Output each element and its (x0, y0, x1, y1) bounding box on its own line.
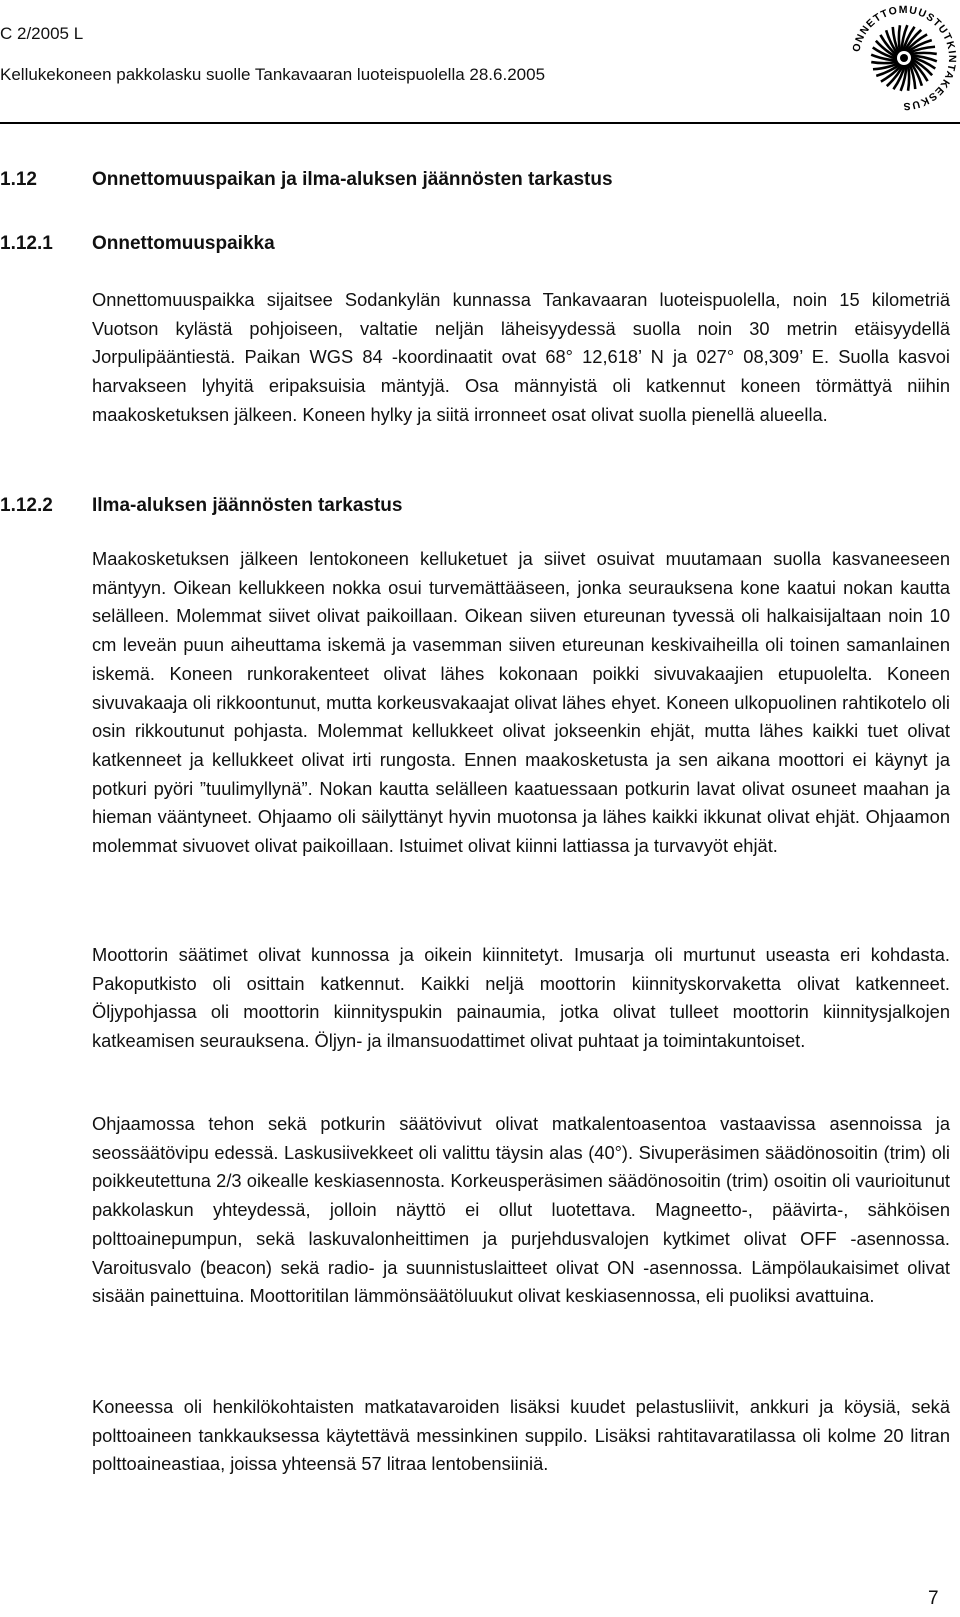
section-number: 1.12 (0, 169, 37, 190)
paragraph-wreckage: Maakosketuksen jälkeen lentokoneen kelluketuet ja siivet osuivat muutamaan suolla kasvaneeseen mäntyyn. Oikean kellukkeen nokka osui turvemättääseen, jonka seurauksena kone kaatui nokan kautta selälleen. Molemmat siivet olivat paikoillaan. Oikean siiven etureunan tyvessä oli halkaisijaltaan noin 10 cm leveän puun aiheuttama iskemä ja vasemman siiven etureunan keskivaiheilla oli toinen samanlainen iskemä. Koneen runkorakenteet olivat lähes kokonaan poikki sivuvakaajien etupuolelta. Koneen sivuvakaaja oli rikkoontunut, mutta korkeusvakaajat olivat lähes ehyet. Koneen ulkopuolinen rahtikotelo oli osin rikkoutunut pohjasta. Molemmat kellukkeet olivat jokseenkin ehjät, mutta lähes kaikki tuet olivat katkenneet ja kellukkeet olivat irti rungosta. Ennen maakosketusta ja sen aikana moottori ei käynyt ja potkuri pyöri ”tuulimyllynä”. Nokan kautta selälleen kaatuessaan potkurin lavat olivat osuneet maahan ja hieman vääntyneet. Ohjaamo oli säilyttänyt hyvin muotonsa ja lähes kaikki ikkunat olivat ehjät. Ohjaamon molemmat sivuovet olivat paikoillaan. Istuimet olivat kiinni lattiassa ja turvavyöt ehjät. (92, 548, 950, 857)
page-header (0, 0, 960, 124)
investigation-board-logo (848, 2, 960, 114)
section-number: 1.12.2 (0, 495, 53, 516)
page-number: 7 (928, 1588, 939, 1609)
section-number: 1.12.1 (0, 233, 53, 254)
section-heading-1-12 (0, 168, 700, 192)
section-title: Ilma-aluksen jäännösten tarkastus (92, 495, 403, 516)
section-heading-1-12-1 (0, 232, 500, 256)
logo-swirl-ray (908, 63, 909, 91)
logo-swirl-ray (899, 25, 900, 53)
paragraph-engine: Moottorin säätimet olivat kunnossa ja oikein kiinnitetyt. Imusarja oli murtunut useasta eri kohdasta. Pakoputkisto oli osittain katkennut. Kaikki neljä moottorin kiinnityskorvaketta olivat katkenneet. Öljypohjassa oli moottorin kiinnityspukin painaumia, jotka olivat tulleet moottorin kiinnitysjalkojen katkeamisen seurauksena. Öljyn- ja ilmansuodattimet olivat puhtaat ja toimintakuntoiset. (92, 944, 950, 1052)
logo-swirl-ray (909, 53, 937, 54)
logo-ring-text: ONNETTOMUUSTUTKINTAKESKUS (850, 3, 959, 113)
logo-swirl-ray (871, 62, 899, 63)
paragraph-cargo: Koneessa oli henkilökohtaisten matkatavaroiden lisäksi kuudet pelastusliivit, ankkuri ja köysiä, sekä polttoaineen tankkauksessa käytettävä messinkinen suppilo. Lisäksi rahtitavaratilassa oli kolme 20 litran polttoaineastiaa, joissa yhteensä 57 litraa lentobensiiniä. (92, 1396, 950, 1475)
paragraph-cockpit: Ohjaamossa tehon sekä potkurin säätövivut olivat matkalentoasentoa vastaavissa asennoissa ja seossäätövipu edessä. Laskusiivekkeet oli valittu täysin alas (40°). Sivuperäsimen säädönosoitin (trim) oli poikkeutettuna 2/3 oikealle keskiasennosta. Korkeusperäsimen säädönosoitin (trim) osoitin oli vaurioitunut pakkolaskun yhteydessä, jolloin näyttö ei ollut luotettava. Magneetto-, päävirta-, sähköisen polttoainepumpun, sekä laskuvalonheittimen ja purjehdusvalojen kytkimet olivat OFF -asennossa. Varoitusvalo (beacon) sekä radio- ja suunnistuslaitteet olivat ON -asennossa. Lämpölaukaisimet olivat sisään painettuina. Moottoritilan lämmönsäätöluukut olivat keskiasennossa, eli puoliksi avattuina. (92, 1113, 950, 1307)
paragraph-accident-site: Onnettomuuspaikka sijaitsee Sodankylän kunnassa Tankavaaran luoteispuolella, noin 15 kilometriä Vuotson kylästä pohjoiseen, valtatie neljän läheisyydessä suolla noin 30 metrin etäisyydellä Jorpulipääntiestä. Paikan WGS 84 -koordinaatit ovat 68° 12,618’ N ja 027° 08,309’ E. Suolla kasvoi harvakseen lyhyitä eripaksuisia mäntyjä. Osa männyistä oli katkennut koneen törmättyä niihin maakosketuksen jälkeen. Koneen hylky ja siitä irronneet osat olivat suolla pienellä alueella. (92, 289, 950, 425)
section-title: Onnettomuuspaikan ja ilma-aluksen jäännösten tarkastus (92, 169, 613, 190)
section-title: Onnettomuuspaikka (92, 233, 275, 254)
document-code: C 2/2005 L (0, 24, 84, 43)
section-heading-1-12-2 (0, 494, 600, 518)
document-title: Kellukekoneen pakkolasku suolle Tankavaaran luoteispuolella 28.6.2005 (0, 65, 546, 84)
header-divider (0, 122, 960, 124)
